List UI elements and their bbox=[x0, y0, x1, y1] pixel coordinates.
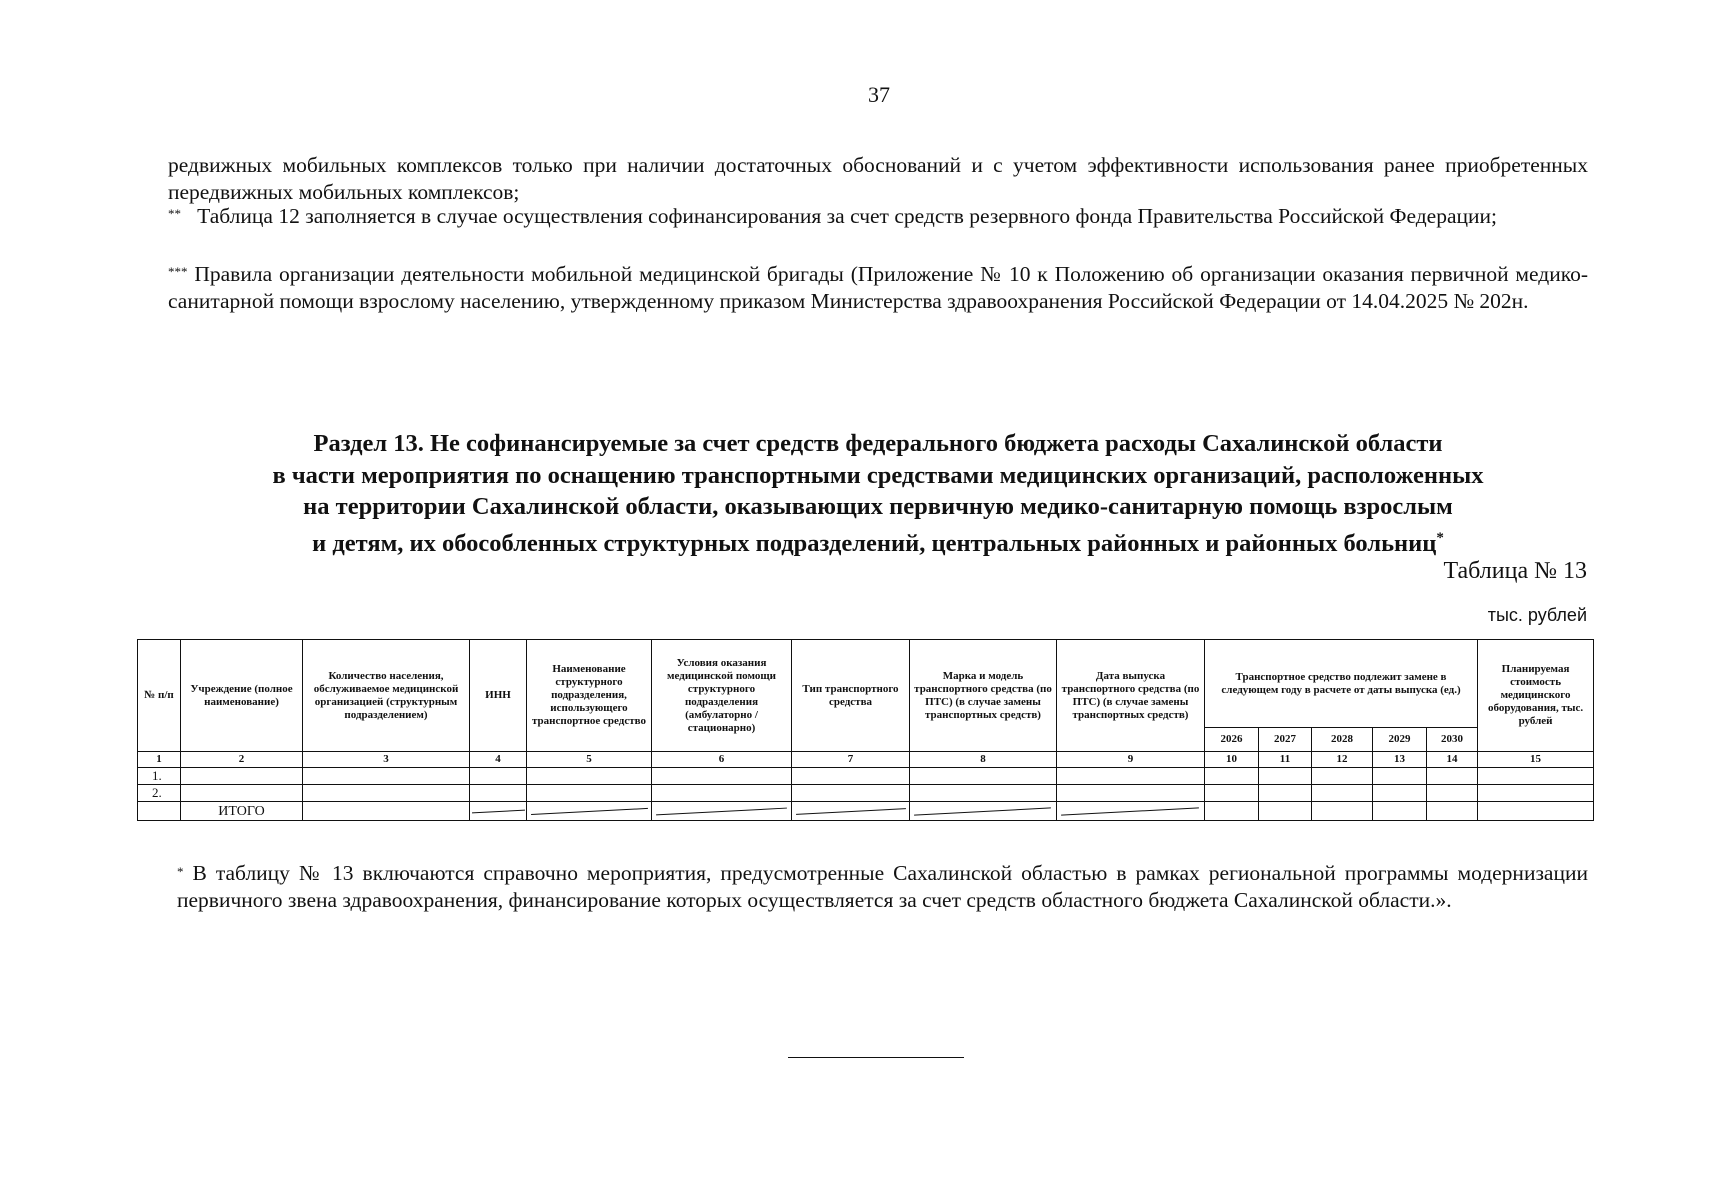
table-cell bbox=[527, 768, 652, 785]
table-cell bbox=[181, 768, 303, 785]
section-title bbox=[168, 428, 1588, 559]
header-population: Количество населения, обслуживаемое медицинской организацией (структурным подразделением) bbox=[303, 640, 470, 752]
table-cell bbox=[910, 785, 1057, 802]
header-year: 2030 bbox=[1427, 728, 1478, 752]
units-label: тыс. рублей bbox=[1487, 605, 1587, 625]
column-number-row bbox=[138, 752, 1594, 768]
table-cell bbox=[1373, 768, 1427, 785]
struck-cell bbox=[1057, 802, 1205, 821]
header-vehicle-type: Тип транспортного средства bbox=[792, 640, 910, 752]
intro-paragraph-3 bbox=[168, 261, 1588, 315]
table-cell bbox=[181, 785, 303, 802]
header-vehicle-model: Марка и модель транспортного средства (по ПТС) (в случае замены транспортных средств) bbox=[910, 640, 1057, 752]
footnote-marker: *** bbox=[168, 264, 188, 279]
intro-paragraph-1: редвижных мобильных комплексов только при наличии достаточных обоснований и с учетом эффективности использования ранее приобретенных передвижных мобильных комплексов; bbox=[168, 153, 1588, 204]
header-row-number: № п/п bbox=[138, 640, 181, 752]
header-institution: Учреждение (полное наименование) bbox=[181, 640, 303, 752]
row-number: 2. bbox=[138, 785, 181, 802]
table-cell bbox=[1312, 785, 1373, 802]
intro-paragraph-2 bbox=[168, 203, 1588, 230]
table-cell bbox=[527, 785, 652, 802]
table-cell bbox=[1205, 785, 1259, 802]
header-subdivision: Наименование структурного подразделения, использующего транспортное средство bbox=[527, 640, 652, 752]
header-replacement: Транспортное средство подлежит замене в следующем году в расчете от даты выпуска (ед.) bbox=[1205, 640, 1478, 728]
table-cell bbox=[792, 768, 910, 785]
section-footnote-marker: * bbox=[1436, 529, 1444, 546]
table-cell bbox=[1312, 768, 1373, 785]
total-row bbox=[138, 802, 1594, 821]
column-number: 7 bbox=[792, 752, 910, 768]
table-cell bbox=[1478, 768, 1594, 785]
struck-cell bbox=[910, 802, 1057, 821]
row-number: 1. bbox=[138, 768, 181, 785]
column-number: 15 bbox=[1478, 752, 1594, 768]
column-number: 13 bbox=[1373, 752, 1427, 768]
intro-paragraph-2-text: Таблица 12 заполняется в случае осуществления софинансирования за счет средств резервного фонда Правительства Российской Федерации; bbox=[197, 204, 1498, 228]
column-number: 2 bbox=[181, 752, 303, 768]
section-title-line-4-text: и детям, их обособленных структурных подразделений, центральных районных и районных больниц bbox=[312, 529, 1437, 557]
end-divider bbox=[788, 1057, 964, 1058]
section-title-line-1: Раздел 13. Не софинансируемые за счет средств федерального бюджета расходы Сахалинской области bbox=[313, 430, 1443, 457]
column-number: 4 bbox=[470, 752, 527, 768]
column-number: 11 bbox=[1259, 752, 1312, 768]
table-cell bbox=[1478, 802, 1594, 821]
table-cell bbox=[1373, 802, 1427, 821]
header-inn: ИНН bbox=[470, 640, 527, 752]
intro-paragraph-3-text: Правила организации деятельности мобильной медицинской бригады (Приложение № 10 к Положению об организации оказания первичной медико-санитарной помощи взрослому населению, утвержденному приказом Министерства здравоохранения Российской Федерации от 14.04.2025 № 202н. bbox=[168, 262, 1589, 313]
table-cell bbox=[138, 802, 181, 821]
struck-cell bbox=[792, 802, 910, 821]
struck-cell bbox=[652, 802, 792, 821]
header-year: 2029 bbox=[1373, 728, 1427, 752]
page-number: 37 bbox=[868, 82, 890, 107]
header-release-date: Дата выпуска транспортного средства (по ПТС) (в случае замены транспортных средств) bbox=[1057, 640, 1205, 752]
table-cell bbox=[303, 768, 470, 785]
table-cell bbox=[1057, 785, 1205, 802]
table-cell bbox=[303, 802, 470, 821]
header-care-conditions: Условия оказания медицинской помощи структурного подразделения (амбулаторно /стационарно) bbox=[652, 640, 792, 752]
table-cell bbox=[470, 768, 527, 785]
struck-cell bbox=[470, 802, 527, 821]
column-number: 5 bbox=[527, 752, 652, 768]
footnote-marker: ** bbox=[168, 206, 181, 221]
column-number: 10 bbox=[1205, 752, 1259, 768]
table-row bbox=[138, 768, 1594, 785]
column-number: 8 bbox=[910, 752, 1057, 768]
table-cell bbox=[652, 785, 792, 802]
header-year: 2028 bbox=[1312, 728, 1373, 752]
column-number: 6 bbox=[652, 752, 792, 768]
column-number: 12 bbox=[1312, 752, 1373, 768]
table-cell bbox=[792, 785, 910, 802]
data-table bbox=[137, 639, 1594, 821]
footnote-marker: * bbox=[177, 864, 184, 879]
table-cell bbox=[470, 785, 527, 802]
header-year: 2027 bbox=[1259, 728, 1312, 752]
table-cell bbox=[1259, 768, 1312, 785]
table-cell bbox=[1478, 785, 1594, 802]
table-cell bbox=[1427, 802, 1478, 821]
table-cell bbox=[1373, 785, 1427, 802]
section-title-line-3: на территории Сахалинской области, оказывающих первичную медико-санитарную помощь взрослым bbox=[303, 493, 1453, 520]
table-cell bbox=[1057, 768, 1205, 785]
column-number: 1 bbox=[138, 752, 181, 768]
struck-cell bbox=[527, 802, 652, 821]
table-footnote bbox=[177, 860, 1588, 914]
table-cell bbox=[1205, 802, 1259, 821]
section-title-line-4 bbox=[168, 523, 1588, 560]
table-cell bbox=[1205, 768, 1259, 785]
table-cell bbox=[652, 768, 792, 785]
total-label: ИТОГО bbox=[181, 802, 303, 821]
table-row bbox=[138, 785, 1594, 802]
table-cell bbox=[1427, 768, 1478, 785]
column-number: 3 bbox=[303, 752, 470, 768]
table-cell bbox=[1259, 802, 1312, 821]
table-cell bbox=[1427, 785, 1478, 802]
header-planned-cost: Планируемая стоимость медицинского оборудования, тыс. рублей bbox=[1478, 640, 1594, 752]
column-number: 14 bbox=[1427, 752, 1478, 768]
table-cell bbox=[1259, 785, 1312, 802]
section-title-line-2: в части мероприятия по оснащению транспортными средствами медицинских организаций, расположенных bbox=[272, 461, 1484, 489]
header-year: 2026 bbox=[1205, 728, 1259, 752]
table-footnote-text: В таблицу № 13 включаются справочно мероприятия, предусмотренные Сахалинской областью в рамках региональной программы модернизации первичного звена здравоохранения, финансирование которых осуществляется за счет средств областного бюджета Сахалинской области.». bbox=[177, 861, 1588, 912]
table-caption: Таблица № 13 bbox=[1443, 558, 1587, 584]
table-cell bbox=[1312, 802, 1373, 821]
table-cell bbox=[303, 785, 470, 802]
table-cell bbox=[910, 768, 1057, 785]
column-number: 9 bbox=[1057, 752, 1205, 768]
